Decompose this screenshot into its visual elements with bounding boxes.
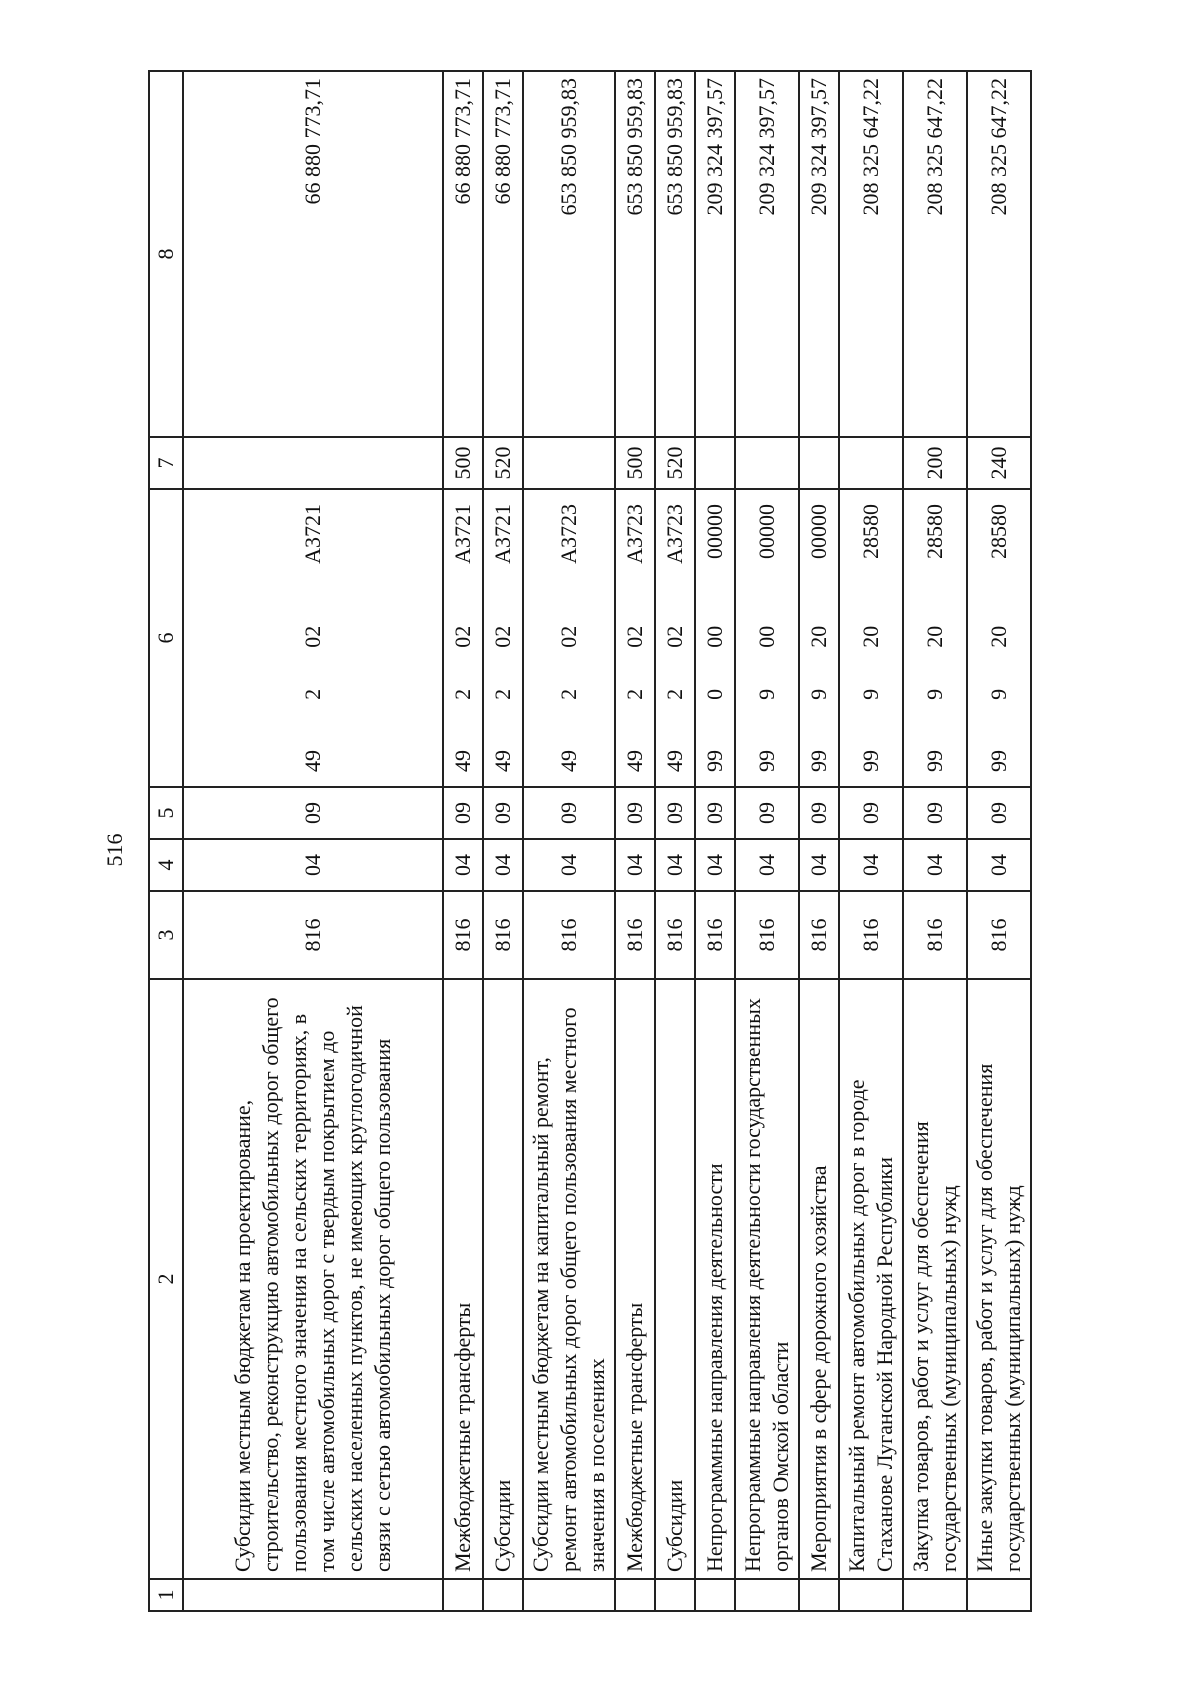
grbs-code-cell: 816: [523, 891, 615, 979]
subprogram-code: 2: [300, 688, 326, 700]
event-code: 02: [490, 625, 516, 648]
header-row: [149, 71, 183, 1611]
subprogram-code: 9: [922, 688, 948, 700]
table-row: [523, 71, 615, 1611]
grbs-code-cell: 816: [615, 891, 655, 979]
section-code-cell: 04: [735, 839, 799, 891]
target-article-code: [489, 496, 517, 780]
item-name-cell: Субсидии: [483, 979, 523, 1579]
target-article-code: [701, 496, 729, 780]
section-code-cell: 04: [655, 839, 695, 891]
program-code: 99: [702, 750, 728, 772]
row-index-cell: [735, 1579, 799, 1611]
grbs-code-cell: 816: [735, 891, 799, 979]
grbs-code-cell: 816: [967, 891, 1031, 979]
row-index-cell: [903, 1579, 967, 1611]
direction-code: 28580: [922, 504, 948, 560]
direction-code: 00000: [754, 504, 780, 560]
table-row: [839, 71, 903, 1611]
target-article-code: [449, 496, 477, 780]
subsection-code-cell: 09: [483, 787, 523, 839]
subsection-code-cell: 09: [615, 787, 655, 839]
target-article-cell: [799, 489, 839, 787]
target-article-code: [661, 496, 689, 780]
item-name-cell: Непрограммные направления деятельности государственных органов Омской области: [735, 979, 799, 1579]
program-code: 99: [754, 750, 780, 772]
subprogram-code: 2: [622, 688, 648, 700]
amount-cell: 209 324 397,57: [799, 71, 839, 437]
target-article-code: [857, 496, 885, 780]
amount-cell: 653 850 959,83: [523, 71, 615, 437]
expense-type-cell: 240: [967, 437, 1031, 489]
subsection-code-cell: 09: [655, 787, 695, 839]
header-cell: 1: [149, 1579, 183, 1611]
item-name-cell: Субсидии: [655, 979, 695, 1579]
row-index-cell: [799, 1579, 839, 1611]
event-code: 20: [858, 625, 884, 648]
item-name-cell: Межбюджетные трансферты: [443, 979, 483, 1579]
item-name-cell: Субсидии местным бюджетам на проектирование, строительство, реконструкцию автомобильных дорог общего пользования местного значения на сельских территориях, в том числе автомобильных дорог с твердым покрытием до сельских населенных пунктов, не имеющих круглогодичной связи с сетью автомобильных дорог общего пользования: [183, 979, 443, 1579]
grbs-code-cell: 816: [903, 891, 967, 979]
subprogram-code: 2: [556, 688, 582, 700]
table-row: [799, 71, 839, 1611]
amount-cell: 209 324 397,57: [735, 71, 799, 437]
target-article-code: [985, 496, 1013, 780]
direction-code: 28580: [858, 504, 884, 560]
subsection-code-cell: 09: [183, 787, 443, 839]
event-code: 02: [556, 625, 582, 648]
program-code: 49: [662, 750, 688, 772]
item-name-cell: Закупка товаров, работ и услуг для обеспечения государственных (муниципальных) нужд: [903, 979, 967, 1579]
target-article-cell: [655, 489, 695, 787]
section-code-cell: 04: [839, 839, 903, 891]
target-article-code: [921, 496, 949, 780]
header-cell: 3: [149, 891, 183, 979]
section-code-cell: 04: [967, 839, 1031, 891]
target-article-cell: [695, 489, 735, 787]
item-name-cell: Субсидии местным бюджетам на капитальный ремонт, ремонт автомобильных дорог общего пользования местного значения в поселениях: [523, 979, 615, 1579]
subprogram-code: 2: [662, 688, 688, 700]
expense-type-cell: [839, 437, 903, 489]
event-code: 20: [922, 625, 948, 648]
header-cell: 6: [149, 489, 183, 787]
subprogram-code: 2: [490, 688, 516, 700]
direction-code: 00000: [702, 504, 728, 560]
table-row: [183, 71, 443, 1611]
expense-type-cell: 200: [903, 437, 967, 489]
expense-type-cell: [695, 437, 735, 489]
item-name-cell: Непрограммные направления деятельности: [695, 979, 735, 1579]
table-row: [695, 71, 735, 1611]
subsection-code-cell: 09: [735, 787, 799, 839]
grbs-code-cell: 816: [483, 891, 523, 979]
target-article-code: [753, 496, 781, 780]
row-index-cell: [839, 1579, 903, 1611]
row-index-cell: [967, 1579, 1031, 1611]
program-code: 49: [300, 750, 326, 772]
event-code: 20: [806, 625, 832, 648]
item-name-cell: Капитальный ремонт автомобильных дорог в городе Стаханове Луганской Народной Республики: [839, 979, 903, 1579]
table-row: [903, 71, 967, 1611]
target-article-cell: [483, 489, 523, 787]
direction-code: A3721: [490, 504, 516, 564]
program-code: 99: [986, 750, 1012, 772]
expense-type-cell: 500: [443, 437, 483, 489]
grbs-code-cell: 816: [839, 891, 903, 979]
table-row: [443, 71, 483, 1611]
item-name-cell: Иные закупки товаров, работ и услуг для обеспечения государственных (муниципальных) нужд: [967, 979, 1031, 1579]
expense-type-cell: [183, 437, 443, 489]
subprogram-code: 9: [806, 688, 832, 700]
subsection-code-cell: 09: [523, 787, 615, 839]
target-article-code: [299, 496, 327, 780]
section-code-cell: 04: [523, 839, 615, 891]
budget-table: [148, 70, 1032, 1612]
grbs-code-cell: 816: [799, 891, 839, 979]
row-index-cell: [443, 1579, 483, 1611]
program-code: 49: [490, 750, 516, 772]
amount-cell: 66 880 773,71: [443, 71, 483, 437]
row-index-cell: [615, 1579, 655, 1611]
table-row: [655, 71, 695, 1611]
section-code-cell: 04: [183, 839, 443, 891]
direction-code: A3723: [662, 504, 688, 564]
section-code-cell: 04: [615, 839, 655, 891]
event-code: 00: [754, 625, 780, 648]
amount-cell: 209 324 397,57: [695, 71, 735, 437]
subprogram-code: 9: [754, 688, 780, 700]
target-article-cell: [523, 489, 615, 787]
target-article-cell: [183, 489, 443, 787]
header-cell: 7: [149, 437, 183, 489]
subsection-code-cell: 09: [443, 787, 483, 839]
table-row: [615, 71, 655, 1611]
amount-cell: 208 325 647,22: [903, 71, 967, 437]
table-row: [967, 71, 1031, 1611]
amount-cell: 653 850 959,83: [615, 71, 655, 437]
target-article-cell: [443, 489, 483, 787]
event-code: 00: [702, 625, 728, 648]
row-index-cell: [523, 1579, 615, 1611]
event-code: 20: [986, 625, 1012, 648]
row-index-cell: [655, 1579, 695, 1611]
subsection-code-cell: 09: [839, 787, 903, 839]
subsection-code-cell: 09: [799, 787, 839, 839]
expense-type-cell: 520: [655, 437, 695, 489]
grbs-code-cell: 816: [695, 891, 735, 979]
event-code: 02: [450, 625, 476, 648]
section-code-cell: 04: [443, 839, 483, 891]
section-code-cell: 04: [483, 839, 523, 891]
amount-cell: 66 880 773,71: [183, 71, 443, 437]
row-index-cell: [183, 1579, 443, 1611]
header-cell: 5: [149, 787, 183, 839]
target-article-cell: [615, 489, 655, 787]
expense-type-cell: 520: [483, 437, 523, 489]
target-article-code: [805, 496, 833, 780]
header-cell: 8: [149, 71, 183, 437]
event-code: 02: [662, 625, 688, 648]
expense-type-cell: [799, 437, 839, 489]
program-code: 49: [622, 750, 648, 772]
program-code: 99: [858, 750, 884, 772]
expense-type-cell: 500: [615, 437, 655, 489]
direction-code: A3723: [556, 504, 582, 564]
row-index-cell: [483, 1579, 523, 1611]
table-row: [483, 71, 523, 1611]
expense-type-cell: [523, 437, 615, 489]
header-cell: 4: [149, 839, 183, 891]
amount-cell: 208 325 647,22: [967, 71, 1031, 437]
subsection-code-cell: 09: [903, 787, 967, 839]
section-code-cell: 04: [903, 839, 967, 891]
amount-cell: 208 325 647,22: [839, 71, 903, 437]
direction-code: A3721: [450, 504, 476, 564]
direction-code: 00000: [806, 504, 832, 560]
subprogram-code: 2: [450, 688, 476, 700]
rotated-sheet: [148, 72, 1118, 1612]
section-code-cell: 04: [695, 839, 735, 891]
direction-code: A3723: [622, 504, 648, 564]
program-code: 99: [806, 750, 832, 772]
program-code: 99: [922, 750, 948, 772]
subprogram-code: 9: [858, 688, 884, 700]
grbs-code-cell: 816: [655, 891, 695, 979]
event-code: 02: [300, 625, 326, 648]
direction-code: A3721: [300, 504, 326, 564]
target-article-cell: [967, 489, 1031, 787]
grbs-code-cell: 816: [443, 891, 483, 979]
direction-code: 28580: [986, 504, 1012, 560]
subsection-code-cell: 09: [695, 787, 735, 839]
amount-cell: 653 850 959,83: [655, 71, 695, 437]
target-article-cell: [735, 489, 799, 787]
table-row: [735, 71, 799, 1611]
target-article-code: [621, 496, 649, 780]
grbs-code-cell: 816: [183, 891, 443, 979]
program-code: 49: [450, 750, 476, 772]
row-index-cell: [695, 1579, 735, 1611]
target-article-cell: [839, 489, 903, 787]
header-cell: 2: [149, 979, 183, 1579]
section-code-cell: 04: [799, 839, 839, 891]
target-article-cell: [903, 489, 967, 787]
subsection-code-cell: 09: [967, 787, 1031, 839]
subprogram-code: 0: [702, 688, 728, 700]
page-number: 516: [102, 833, 127, 867]
item-name-cell: Мероприятия в сфере дорожного хозяйства: [799, 979, 839, 1579]
program-code: 49: [556, 750, 582, 772]
event-code: 02: [622, 625, 648, 648]
target-article-code: [555, 496, 583, 780]
amount-cell: 66 880 773,71: [483, 71, 523, 437]
expense-type-cell: [735, 437, 799, 489]
item-name-cell: Межбюджетные трансферты: [615, 979, 655, 1579]
subprogram-code: 9: [986, 688, 1012, 700]
